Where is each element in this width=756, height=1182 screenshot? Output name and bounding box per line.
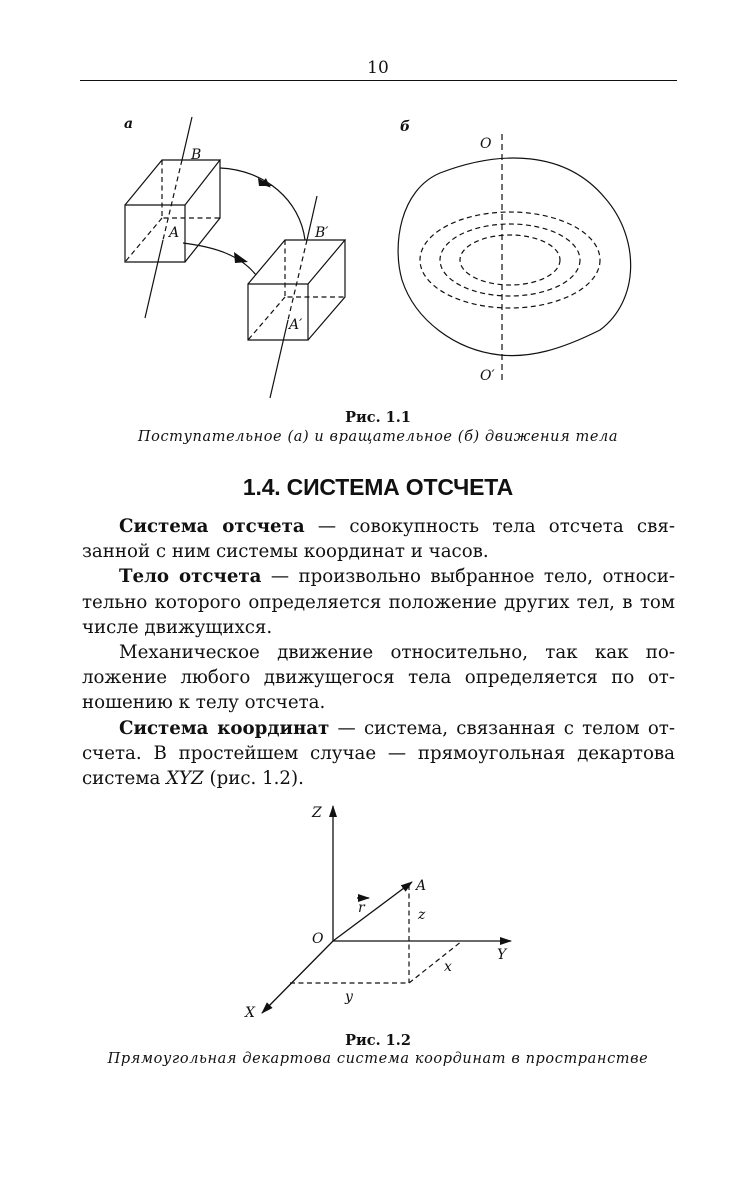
figure-1-1-caption-text: Поступательное (а) и вращательное (б) движения тела — [137, 429, 619, 445]
term-coordinate-system: Система координат — [119, 717, 330, 739]
paragraph-2-text: — произвольно выбранное тело, относительно которого определяется положение других тел, в том числе движущихся. — [82, 566, 675, 638]
z-coordinate-label: z — [418, 907, 426, 923]
figure-1-2 — [0, 795, 756, 1035]
y-coordinate-label: y — [345, 989, 353, 1005]
symbol-xyz: XYZ — [166, 768, 204, 790]
body-text — [82, 514, 675, 791]
paragraph-2 — [82, 564, 675, 640]
rotation-diagram — [398, 134, 631, 382]
paragraph-4-text-before: — система, связанная с телом отсчета. В простейшем случае — прямоугольная декартова система — [82, 717, 675, 790]
x-coordinate-label: x — [444, 959, 452, 975]
paragraph-1-text: — совокупность тела отсчета связанной с ним системы координат и часов. — [82, 516, 675, 563]
origin-label: O — [312, 931, 324, 947]
point-a-label: A — [416, 878, 427, 894]
z-axis-label: Z — [312, 805, 322, 821]
point-b-label: B — [191, 147, 202, 163]
axis-top-label: O — [480, 136, 492, 152]
figure-1-1 — [0, 0, 756, 410]
page-number: 10 — [367, 58, 389, 78]
axis-bottom-label: O′ — [480, 368, 495, 384]
arrowhead-b — [258, 178, 272, 186]
section-heading: 1.4. СИСТЕМА ОТСЧЕТА — [242, 474, 514, 500]
figure-1-1-caption-title: Рис. 1.1 — [345, 409, 411, 426]
point-a-label: A — [169, 225, 180, 241]
point-b-prime-label: B′ — [315, 225, 329, 241]
point-a-prime-label: A′ — [289, 317, 303, 333]
paragraph-1 — [82, 514, 675, 564]
paragraph-3 — [82, 640, 675, 716]
y-axis-label: Y — [497, 947, 507, 963]
vector-r-label: r — [358, 900, 365, 916]
panel-b-label: б — [400, 119, 411, 135]
radius-vector — [333, 882, 412, 941]
figure-1-2-caption-text: Прямоугольная декартова система координат в пространстве — [107, 1051, 649, 1067]
term-reference-system: Система отсчета — [119, 516, 305, 537]
figure-1-2-caption-title: Рис. 1.2 — [345, 1032, 411, 1049]
paragraph-4-text-after: (рис. 1.2). — [203, 768, 304, 790]
term-reference-body: Тело отсчета — [119, 566, 262, 588]
x-axis — [262, 941, 333, 1013]
panel-a-label: а — [124, 116, 134, 132]
x-projection — [409, 941, 462, 983]
x-axis-label: X — [245, 1005, 255, 1021]
arrowhead-a — [234, 252, 248, 263]
paragraph-4 — [82, 716, 675, 792]
paragraph-3-text: Механическое движение относительно, так как положение любого движущегося тела определяется по отношению к телу отсчета. — [82, 642, 675, 714]
